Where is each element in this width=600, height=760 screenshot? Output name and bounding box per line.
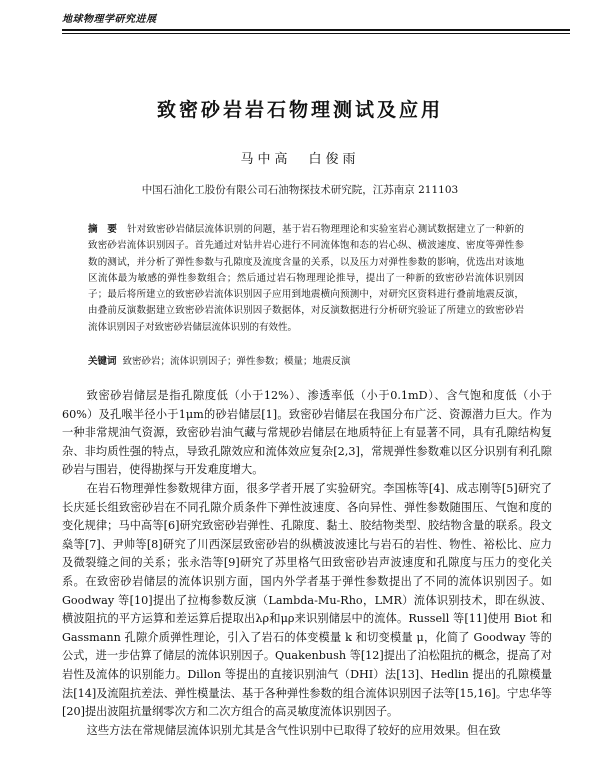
abstract-text: 针对致密砂岩储层流体识别的问题，基于岩石物理理论和实验室岩心测试数据建立了一种新的致密砂岩流体识别因子。首先通过对钻井岩心进行不同流体饱和态的岩心纵、横波速度、密度等弹性参数的测试，并分析了弹性参数与孔隙度及流度含量的关系，以及压力对弹性参数的影响，优选出对该地区流体最为敏感的弹性参数组合；然后通过岩石物理理论推导，提出了一种新的致密砂岩流体识别因子；最后将所建立的致密砂岩流体识别因子应用到地震横向预测中，对研究区资料进行叠前地震反演，由叠前反演数据建立致密砂岩流体识别因子数据体，对反演数据进行分析研究验证了所建立的致密砂岩流体识别因子对致密砂岩储层流体识别的有效性。 bbox=[88, 224, 524, 333]
abstract bbox=[88, 222, 524, 336]
paragraph-2: 在岩石物理弹性参数规律方面，很多学者开展了实验研究。李国栋等[4]、成志刚等[5]研究了长庆延长组致密砂岩在不同孔隙介质条件下弹性波速度、各向异性、弹性参数随围压、气饱和度的变化规律；马中高等[6]研究致密砂岩弹性、孔隙度、黏土、胶结物类型、胶结物含量的联系。段文燊等[7]、尹帅等[8]研究了川西深层致密砂岩的纵横波波速比与岩石的岩性、物性、裕松比、应力及微裂缝之间的关系；张永浩等[9]研究了苏里格气田致密砂岩声波速度和孔隙度与压力的变化关系。在致密砂岩储层的流体识别方面，国内外学者基于弹性参数提出了不同的流体识别因子。如 Goodway 等[10]提出了拉梅参数反演（Lambda-Mu-Rho，LMR）流体识别技术，即在纵波、横波阻抗的平方运算和差运算后提取出λρ和μρ来识别储层中的流体。Russell 等[11]使用 Biot 和 Gassmann 孔隙介质弹性理论，引入了岩石的体变模量 k 和切变模量 μ，化简了 Goodway 等的公式，进一步估算了储层的流体识别因子。Quakenbush 等[12]提出了泊松阻抗的概念，提高了对岩性及流体的识别能力。Dillon 等提出的直接识别油气（DHI）法[13]、Hedlin 提出的孔隙模量法[14]及流阻抗差法、弹性模量法、基于各种弹性参数的组合流体识别因子法等[15,16]。宁忠华等[20]提出波阻抗量纲零次方和二次方组合的高灵敏度流体识别因子。 bbox=[62, 481, 552, 719]
header-rule-thin bbox=[62, 33, 570, 34]
keywords-text: 致密砂岩；流体识别因子；弹性参数；模量；地震反演 bbox=[122, 356, 351, 367]
abstract-label: 摘 要 bbox=[88, 224, 118, 235]
authors: 马中高 白俊雨 bbox=[240, 152, 360, 167]
header-rule bbox=[62, 29, 570, 31]
journal-header: 地球物理学研究进展 bbox=[62, 14, 157, 25]
paragraph-3: 这些方法在常规储层流体识别尤其是含气性识别中已取得了较好的应用效果。但在致 bbox=[86, 723, 501, 737]
paragraph-1: 致密砂岩储层是指孔隙度低（小于12%）、渗透率低（小于0.1mD）、含气饱和度低（小于60%）及孔喉半径小于1μm的砂岩储层[1]。致密砂岩储层在我国分布广泛、资源潜力巨大。作为一种非常规油气资源，致密砂岩油气藏与常规砂岩储层在地质特征上有显著不同，具有孔隙结构复杂、非均质性强的特点，导致孔隙效应和流体效应复杂[2,3]，常规弹性参数难以区分识别有利孔隙砂岩与围岩，使得勘探与开发难度增大。 bbox=[62, 389, 552, 477]
body-text bbox=[62, 387, 552, 740]
paper-title: 致密砂岩岩石物理测试及应用 bbox=[156, 99, 443, 121]
keywords-label: 关键词 bbox=[88, 356, 117, 367]
keywords bbox=[88, 353, 524, 367]
affiliation: 中国石油化工股份有限公司石油物探技术研究院，江苏南京 211103 bbox=[141, 184, 459, 196]
